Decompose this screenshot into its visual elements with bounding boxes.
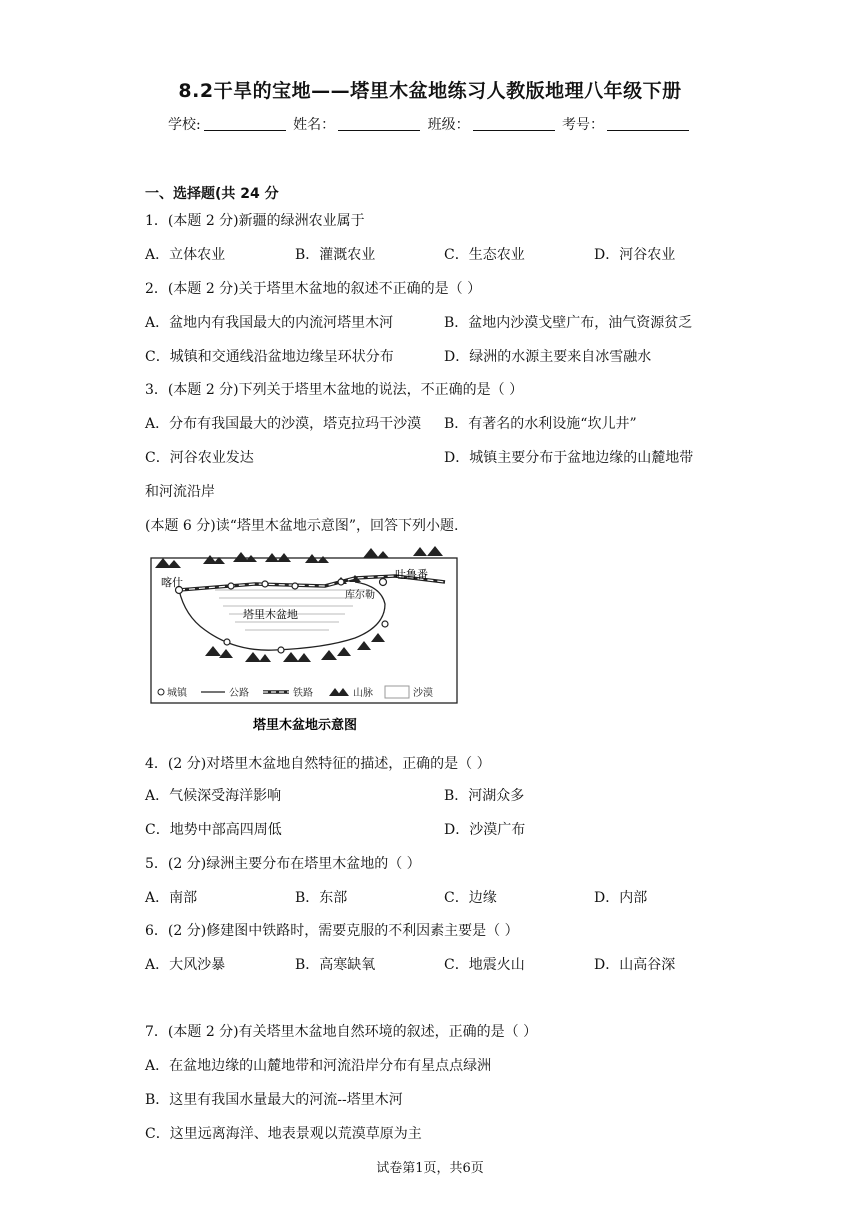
- svg-text:公路: 公路: [229, 688, 249, 699]
- section-heading: 一、选择题(共 24 分: [145, 186, 279, 202]
- number-blank[interactable]: [607, 116, 689, 131]
- label-korla: 库尔勒: [345, 590, 375, 601]
- q2-option-b[interactable]: B．盆地内沙漠戈壁广布，油气资源贫乏: [444, 315, 693, 331]
- q6-option-a[interactable]: A．大风沙暴: [145, 957, 226, 973]
- number-label: 考号：: [562, 117, 605, 133]
- svg-text:山脉: 山脉: [353, 688, 373, 699]
- q4-stem: 4．(2 分)对塔里木盆地自然特征的描述，正确的是（ ）: [145, 756, 491, 772]
- label-kashi: 喀什: [161, 576, 183, 589]
- q3-stem: 3．(本题 2 分)下列关于塔里木盆地的说法，不正确的是（ ）: [145, 382, 524, 398]
- q3-option-d-continuation: 和河流沿岸: [145, 484, 215, 500]
- student-info-line: [0, 114, 860, 134]
- page-footer: 试卷第1页，共6页: [376, 1161, 484, 1176]
- q6-option-d[interactable]: D．山高谷深: [594, 957, 676, 973]
- q6-stem: 6．(2 分)修建图中铁路时，需要克服的不利因素主要是（ ）: [145, 923, 519, 939]
- q4-option-a[interactable]: A．气候深受海洋影响: [145, 788, 282, 804]
- q2-stem: 2．(本题 2 分)关于塔里木盆地的叙述不正确的是（ ）: [145, 281, 482, 297]
- q2-option-a[interactable]: A．盆地内有我国最大的内流河塔里木河: [145, 315, 394, 331]
- group-stem: (本题 6 分)读“塔里木盆地示意图”，回答下列小题.: [145, 518, 459, 534]
- q6-option-c[interactable]: C．地震火山: [444, 957, 525, 973]
- q5-option-d[interactable]: D．内部: [594, 890, 648, 906]
- q1-option-a[interactable]: A．立体农业: [145, 247, 226, 263]
- q1-option-d[interactable]: D．河谷农业: [594, 247, 676, 263]
- q4-option-b[interactable]: B．河湖众多: [444, 788, 525, 804]
- name-blank[interactable]: [338, 116, 420, 131]
- q3-option-c[interactable]: C．河谷农业发达: [145, 450, 254, 466]
- map-caption: 塔里木盆地示意图: [252, 718, 358, 733]
- q7-option-a[interactable]: A．在盆地边缘的山麓地带和河流沿岸分布有星点点绿洲: [145, 1058, 492, 1074]
- svg-text:沙漠: 沙漠: [413, 688, 433, 699]
- name-label: 姓名：: [293, 117, 336, 133]
- tarim-basin-map: [145, 546, 465, 736]
- q2-option-d[interactable]: D．绿洲的水源主要来自冰雪融水: [444, 349, 652, 365]
- q2-option-c[interactable]: C．城镇和交通线沿盆地边缘呈环状分布: [145, 349, 394, 365]
- q7-option-c[interactable]: C．这里远离海洋、地表景观以荒漠草原为主: [145, 1126, 422, 1142]
- q4-option-c[interactable]: C．地势中部高四周低: [145, 822, 282, 838]
- q7-stem: 7．(本题 2 分)有关塔里木盆地自然环境的叙述，正确的是（ ）: [145, 1024, 538, 1040]
- q5-option-b[interactable]: B．东部: [295, 890, 348, 906]
- q5-option-a[interactable]: A．南部: [145, 890, 198, 906]
- q1-option-b[interactable]: B．灌溉农业: [295, 247, 376, 263]
- school-blank[interactable]: [204, 116, 286, 131]
- q5-option-c[interactable]: C．边缘: [444, 890, 497, 906]
- class-blank[interactable]: [473, 116, 555, 131]
- q1-option-c[interactable]: C．生态农业: [444, 247, 525, 263]
- q7-option-b[interactable]: B．这里有我国水量最大的河流--塔里木河: [145, 1092, 403, 1108]
- q3-option-b[interactable]: B．有著名的水利设施“坎儿井”: [444, 416, 637, 432]
- q5-stem: 5．(2 分)绿洲主要分布在塔里木盆地的（ ）: [145, 856, 421, 872]
- label-turpan: 吐鲁番: [395, 568, 428, 581]
- q6-option-b[interactable]: B．高寒缺氧: [295, 957, 376, 973]
- svg-text:铁路: 铁路: [293, 688, 313, 699]
- q1-stem: 1．(本题 2 分)新疆的绿洲农业属于: [145, 213, 365, 229]
- q3-option-d[interactable]: D．城镇主要分布于盆地边缘的山麓地带: [444, 450, 694, 466]
- label-basin: 塔里木盆地: [243, 608, 298, 621]
- q3-option-a[interactable]: A．分布有我国最大的沙漠，塔克拉玛干沙漠: [145, 416, 422, 432]
- class-label: 班级：: [427, 117, 470, 133]
- page-title: 8.2干旱的宝地——塔里木盆地练习人教版地理八年级下册: [178, 80, 682, 102]
- svg-text:城镇: 城镇: [167, 688, 187, 699]
- school-label: 学校:: [167, 117, 201, 133]
- q4-option-d[interactable]: D．沙漠广布: [444, 822, 526, 838]
